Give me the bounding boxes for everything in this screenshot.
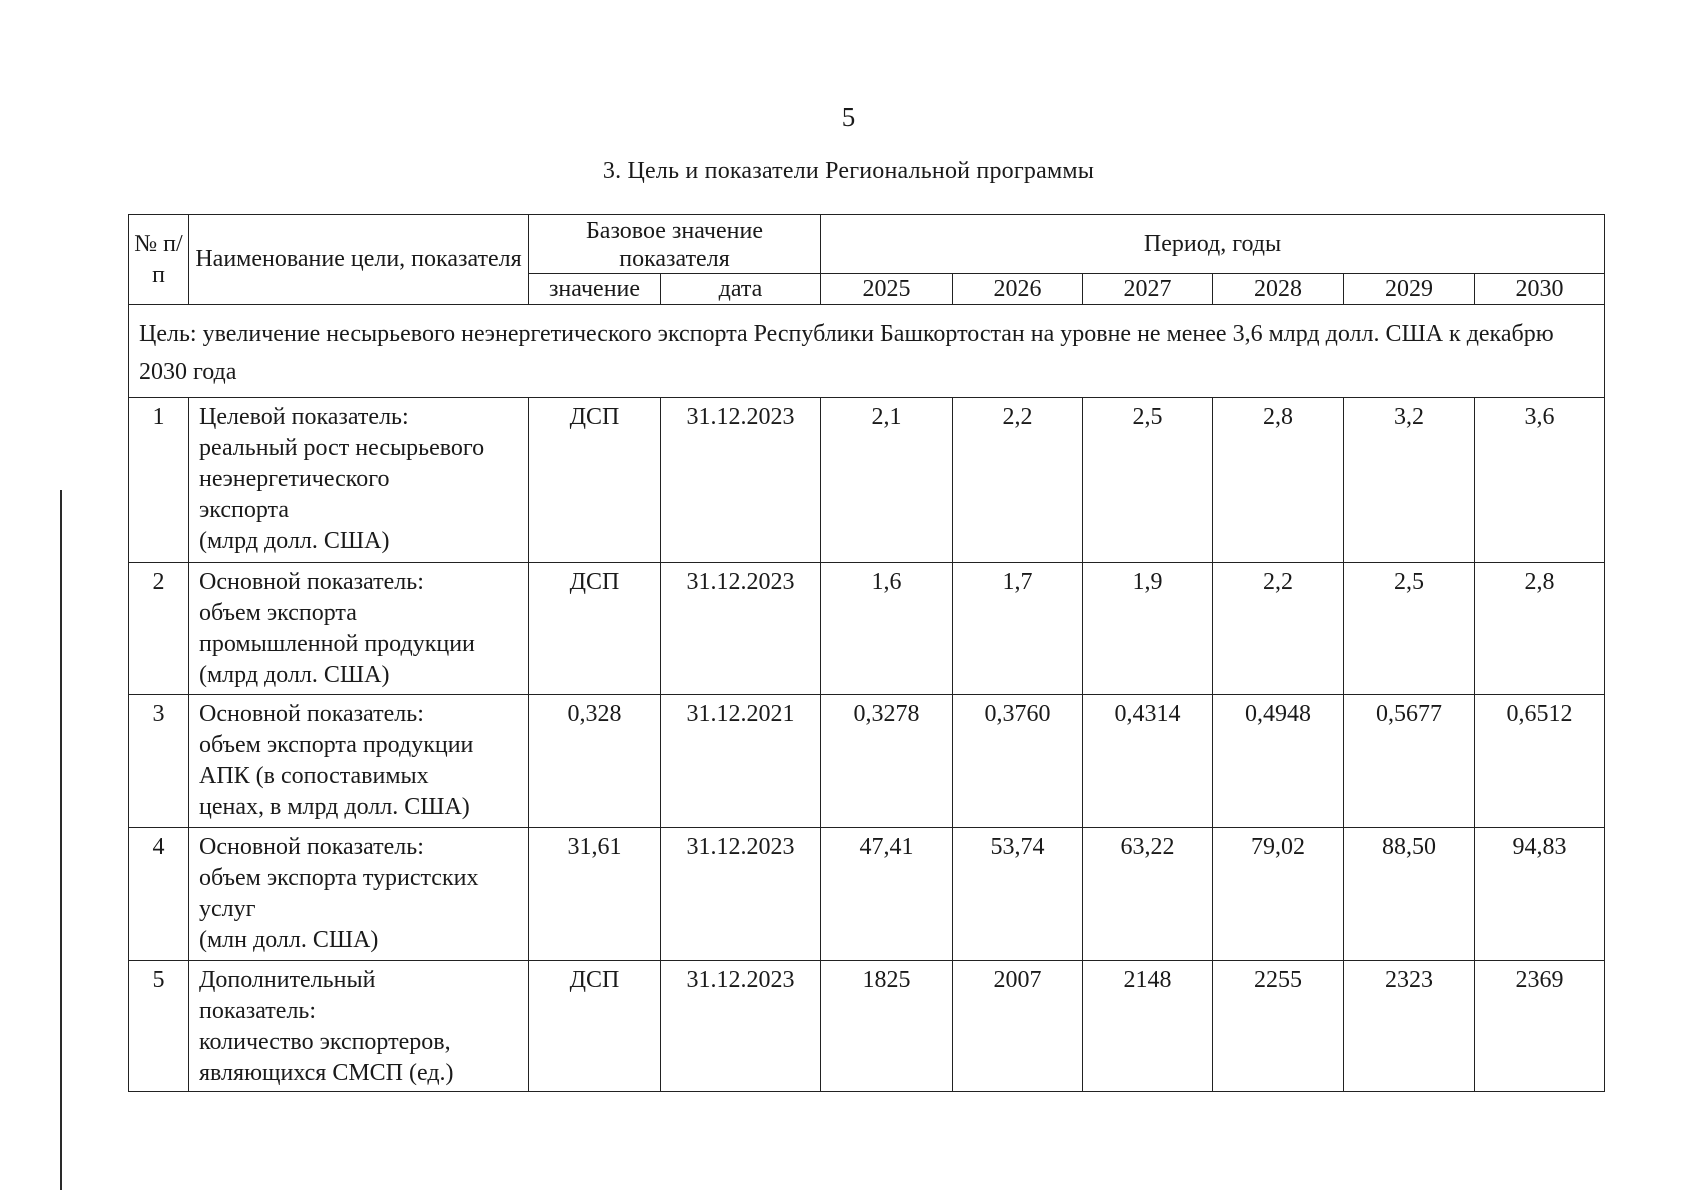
indicator-name-line: Основной показатель: xyxy=(199,569,424,595)
year-value: 53,74 xyxy=(953,828,1083,961)
row-number: 3 xyxy=(129,695,189,828)
indicator-name-line: реальный рост несырьевого xyxy=(199,435,485,461)
indicator-name-line: объем экспорта xyxy=(199,600,357,626)
year-value: 2,5 xyxy=(1344,563,1475,695)
indicator-name xyxy=(189,563,529,695)
year-value: 1,7 xyxy=(953,563,1083,695)
indicator-name-line: объем экспорта продукции xyxy=(199,732,474,758)
header-year: 2027 xyxy=(1083,274,1213,305)
year-value: 0,3760 xyxy=(953,695,1083,828)
header-base: Базовое значение показателя xyxy=(529,215,821,274)
base-date: 31.12.2021 xyxy=(661,695,821,828)
header-year: 2025 xyxy=(821,274,953,305)
table-row xyxy=(129,961,1605,1092)
year-value: 0,5677 xyxy=(1344,695,1475,828)
row-number: 1 xyxy=(129,398,189,563)
header-year: 2030 xyxy=(1475,274,1605,305)
header-num: № п/п xyxy=(129,215,189,305)
indicator-name-line: являющихся СМСП (ед.) xyxy=(199,1060,454,1086)
base-date: 31.12.2023 xyxy=(661,828,821,961)
base-value: ДСП xyxy=(529,961,661,1092)
year-value: 79,02 xyxy=(1213,828,1344,961)
indicator-name-line: объем экспорта туристских xyxy=(199,865,479,891)
year-value: 88,50 xyxy=(1344,828,1475,961)
year-value: 2148 xyxy=(1083,961,1213,1092)
year-value: 2007 xyxy=(953,961,1083,1092)
row-number: 2 xyxy=(129,563,189,695)
indicator-name-line: (млрд долл. США) xyxy=(199,528,390,554)
indicator-name-line: промышленной продукции xyxy=(199,631,475,657)
year-value: 3,2 xyxy=(1344,398,1475,563)
base-date: 31.12.2023 xyxy=(661,398,821,563)
indicator-name-line: АПК (в сопоставимых xyxy=(199,763,429,789)
table-row xyxy=(129,563,1605,695)
indicator-name-line: неэнергетического xyxy=(199,466,390,492)
base-date: 31.12.2023 xyxy=(661,961,821,1092)
scan-margin-line xyxy=(60,490,62,1190)
year-value: 2,2 xyxy=(1213,563,1344,695)
year-value: 2,8 xyxy=(1213,398,1344,563)
header-year: 2028 xyxy=(1213,274,1344,305)
table-row xyxy=(129,828,1605,961)
base-value: ДСП xyxy=(529,563,661,695)
section-title: 3. Цель и показатели Региональной программы xyxy=(602,158,1095,184)
base-date: 31.12.2023 xyxy=(661,563,821,695)
header-base-date: дата xyxy=(661,274,821,305)
page-number: 5 xyxy=(841,102,856,132)
indicator-name-line: экспорта xyxy=(199,497,289,523)
year-value: 1,6 xyxy=(821,563,953,695)
year-value: 94,83 xyxy=(1475,828,1605,961)
header-name: Наименование цели, показателя xyxy=(189,215,529,305)
year-value: 3,6 xyxy=(1475,398,1605,563)
indicator-name-line: Целевой показатель: xyxy=(199,404,409,430)
indicator-name-line: (млн долл. США) xyxy=(199,927,379,953)
year-value: 2369 xyxy=(1475,961,1605,1092)
year-value: 2255 xyxy=(1213,961,1344,1092)
header-year: 2026 xyxy=(953,274,1083,305)
indicator-name-line: ценах, в млрд долл. США) xyxy=(199,794,470,820)
year-value: 2,1 xyxy=(821,398,953,563)
indicator-name xyxy=(189,961,529,1092)
indicator-name-line: Основной показатель: xyxy=(199,701,424,727)
year-value: 2,2 xyxy=(953,398,1083,563)
year-value: 2,5 xyxy=(1083,398,1213,563)
indicator-name-line: Основной показатель: xyxy=(199,834,424,860)
indicator-name-line: количество экспортеров, xyxy=(199,1029,451,1055)
year-value: 0,4948 xyxy=(1213,695,1344,828)
year-value: 0,6512 xyxy=(1475,695,1605,828)
year-value: 1,9 xyxy=(1083,563,1213,695)
table-row xyxy=(129,398,1605,563)
year-value: 63,22 xyxy=(1083,828,1213,961)
indicator-name xyxy=(189,828,529,961)
row-number: 5 xyxy=(129,961,189,1092)
year-value: 0,3278 xyxy=(821,695,953,828)
row-number: 4 xyxy=(129,828,189,961)
year-value: 1825 xyxy=(821,961,953,1092)
header-year: 2029 xyxy=(1344,274,1475,305)
goal-text: Цель: увеличение несырьевого неэнергетического экспорта Республики Башкортостан на уровне не менее 3,6 млрд долл. США к декабрю 2030 года xyxy=(129,305,1605,398)
table-row xyxy=(129,695,1605,828)
year-value: 2,8 xyxy=(1475,563,1605,695)
indicator-name xyxy=(189,398,529,563)
indicator-name-line: (млрд долл. США) xyxy=(199,662,390,688)
year-value: 47,41 xyxy=(821,828,953,961)
base-value: 0,328 xyxy=(529,695,661,828)
indicators-table xyxy=(128,214,1605,1092)
year-value: 2323 xyxy=(1344,961,1475,1092)
header-base-value: значение xyxy=(529,274,661,305)
year-value: 0,4314 xyxy=(1083,695,1213,828)
indicator-name xyxy=(189,695,529,828)
indicator-name-line: показатель: xyxy=(199,998,317,1024)
header-period: Период, годы xyxy=(821,215,1605,274)
indicator-name-line: Дополнительный xyxy=(199,967,376,993)
indicator-name-line: услуг xyxy=(199,896,256,922)
base-value: ДСП xyxy=(529,398,661,563)
base-value: 31,61 xyxy=(529,828,661,961)
goal-row xyxy=(129,305,1605,398)
